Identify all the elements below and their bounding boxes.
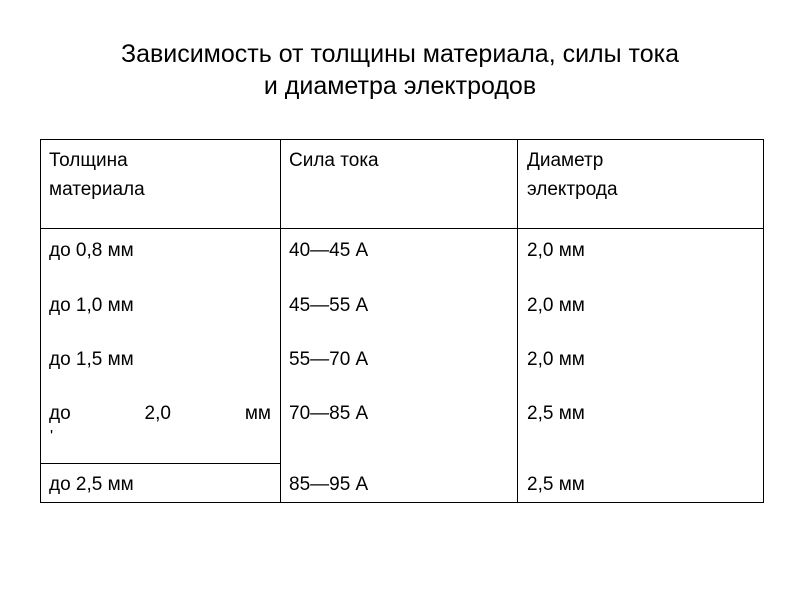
- header-diameter-line-1: Диаметр: [527, 150, 604, 171]
- row-4-thickness-trail: ': [50, 428, 54, 445]
- row-5-diameter: 2,5 мм: [527, 474, 585, 495]
- data-table: [40, 139, 764, 503]
- row-1-diameter: 2,0 мм: [527, 240, 585, 261]
- row-2-thickness: до 1,0 мм: [49, 295, 134, 316]
- row-5-thickness: до 2,5 мм: [49, 474, 134, 495]
- row-1-thickness: до 0,8 мм: [49, 240, 134, 261]
- row-1-current: 40—45 А: [289, 240, 369, 261]
- row-4-thickness: [49, 399, 271, 428]
- row-3-current: 55—70 А: [289, 349, 369, 370]
- column-divider-1: [280, 140, 281, 502]
- header-divider: [41, 228, 763, 229]
- row-3-diameter: 2,0 мм: [527, 349, 585, 370]
- row-2-diameter: 2,0 мм: [527, 295, 585, 316]
- title-line-1: Зависимость от толщины материала, силы тока: [120, 40, 680, 68]
- row-4-thickness-unit: мм: [244, 403, 271, 424]
- row-3-thickness: до 1,5 мм: [49, 349, 134, 370]
- header-thickness: [49, 146, 145, 204]
- header-thickness-line-2: материала: [49, 179, 145, 200]
- header-current: Сила тока: [289, 150, 379, 171]
- row-4-thickness-value: 2,0: [144, 403, 171, 424]
- page-title: [0, 38, 800, 102]
- column-divider-2: [517, 140, 518, 502]
- row-4-current: 70—85 А: [289, 403, 369, 424]
- row-4-diameter: 2,5 мм: [527, 403, 585, 424]
- row-4-thickness-prefix: до: [49, 403, 71, 424]
- title-line-2: и диаметра электродов: [263, 72, 537, 100]
- header-diameter-line-2: электрода: [527, 179, 618, 200]
- header-diameter: [527, 146, 618, 204]
- row-5-current: 85—95 А: [289, 474, 369, 495]
- row-2-current: 45—55 А: [289, 295, 369, 316]
- header-thickness-line-1: Толщина: [49, 150, 128, 171]
- row-divider-first-column: [41, 463, 280, 464]
